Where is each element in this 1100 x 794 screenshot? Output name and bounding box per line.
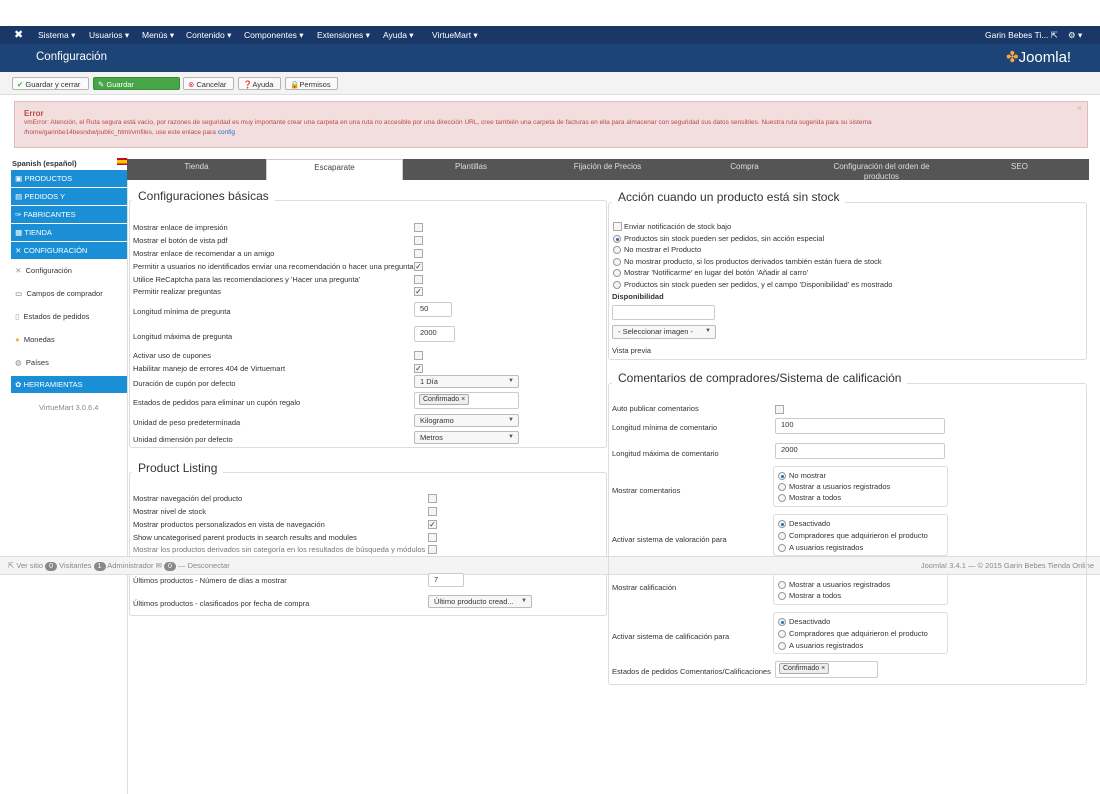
chevron-down-icon: ▾ [1078,30,1083,40]
valuation-radio[interactable] [778,532,786,540]
check-label: Mostrar los productos derivados sin categoría en los resultados de búsqueda y módulos [133,545,426,554]
recaptcha-checkbox[interactable] [414,275,423,284]
stock-option-radio[interactable] [613,269,621,277]
check-label: Mostrar enlace de recomendar a un amigo [133,249,275,258]
sidebar-item-configuracion[interactable]: ✕ Configuración [15,266,72,275]
show-rating-group [773,574,948,605]
last-sort-select[interactable]: Último producto cread... ▼ [428,595,532,608]
alert-path: /home/garinbe14besndw/public_html/vmfiles, use este enlace para [24,129,216,136]
toolbar [0,72,1100,95]
admin-label: Administrador [107,561,154,570]
check-label: Mostrar el botón de vista pdf [133,236,228,245]
check-label: Habilitar manejo de errores 404 de Virtuemart [133,364,286,373]
permissions-button[interactable]: 🔒Permisos [285,77,338,90]
sidebar-group-pedidos[interactable]: ▤ PEDIDOS Y [11,188,127,205]
check-label: Mostrar enlace de impresión [133,223,228,232]
check-label: Activar uso de cupones [133,351,211,360]
last-days-input[interactable]: 7 [428,573,464,587]
page-title: Configuración [36,51,107,63]
tab-seo[interactable]: SEO [950,159,1089,180]
user-name: Garin Bebes Ti... [985,30,1049,40]
version-label: VirtueMart 3.0.6.4 [39,403,99,412]
show-reviews-option: Mostrar a usuarios registrados [789,482,891,491]
availability-input[interactable] [612,305,715,320]
gift-coupon-states-field[interactable] [414,392,519,409]
dimension-unit-label: Unidad dimensión por defecto [133,435,233,444]
child-products-checkbox[interactable] [428,545,437,554]
external-link-icon: ⇱ [8,561,15,570]
close-icon[interactable]: × [1076,103,1082,113]
gear-icon: ✿ [15,380,22,389]
review-states-label: Estados de pedidos Comentarios/Calificaciones [612,667,771,676]
messages-count-badge: 0 [164,562,176,571]
rating-system-option: A usuarios registrados [789,641,864,650]
print-link-checkbox[interactable] [414,223,423,232]
save-button[interactable]: ✎ Guardar [93,77,180,90]
wrench-icon: ✑ [15,210,22,219]
basic-config-title: Configuraciones básicas [132,189,275,203]
check-label: Utilice ReCaptcha para las recomendaciones y 'Hacer una pregunta' [133,275,361,284]
joomla-flower-icon: ✤ [1006,49,1019,66]
box-icon: ▣ [15,174,23,183]
stock-option-label: Mostrar 'Notificarme' en lugar del botón 'Añadir al carro' [624,268,809,277]
envelope-icon: ✉ [155,561,162,570]
min-review-label: Longitud mínima de comentario [612,423,718,432]
min-question-input[interactable]: 50 [414,302,452,317]
stock-option-radio[interactable] [613,235,621,243]
errors-404-checkbox[interactable]: ✓ [415,364,422,373]
check-label: Permitir realizar preguntas [133,287,221,296]
check-icon: ✔ [17,80,24,89]
recommend-checkbox[interactable] [414,249,423,258]
visitors-label: Visitantes [59,561,92,570]
show-rating-option: Mostrar a todos [789,591,842,600]
rating-system-radio[interactable] [778,618,786,626]
show-rating-label: Mostrar calificación [612,583,677,592]
form-icon: ▭ [15,289,23,298]
stock-option-radio[interactable] [613,281,621,289]
coupon-duration-label: Duración de cupón por defecto [133,379,236,388]
anon-recommend-checkbox[interactable]: ✓ [415,262,422,271]
stock-option-label: No mostrar producto, si los productos derivados también están fuera de stock [624,257,882,266]
menu-usuarios[interactable]: Usuarios ▾ [89,30,130,40]
admin-menubar [0,26,1100,44]
auto-publish-checkbox[interactable] [775,405,784,414]
cancel-button[interactable]: ⊗ Cancelar [183,77,234,90]
image-select[interactable]: - Seleccionar imagen - ▼ [612,325,716,339]
spain-flag-icon [117,158,127,165]
valuation-radio[interactable] [778,520,786,528]
preview-label: Vista previa [612,346,652,355]
title-bar [0,44,1100,72]
settings-menu[interactable] [1068,30,1082,41]
tools-icon: ✕ [15,266,22,275]
sidebar-item-estados[interactable]: ▯ Estados de pedidos [15,312,90,321]
valuation-option: Desactivado [789,519,831,528]
availability-label: Disponibilidad [612,292,664,301]
menu-extensiones[interactable]: Extensiones ▾ [317,30,370,40]
custom-products-checkbox[interactable]: ✓ [429,520,436,529]
chevron-down-icon: ▼ [508,378,514,384]
joomla-logo-icon[interactable]: ✖ [14,29,24,41]
tools-icon: ✕ [15,246,22,255]
auto-publish-label: Auto publicar comentarios [612,404,699,413]
rating-system-option: Desactivado [789,617,831,626]
low-stock-notify-checkbox[interactable] [613,222,622,231]
admin-count-badge: 1 [94,562,106,571]
show-rating-radio[interactable] [778,581,786,589]
show-reviews-label: Mostrar comentarios [612,486,681,495]
sidebar-group-productos[interactable]: ▣ PRODUCTOS [11,170,127,187]
config-link[interactable]: config [217,129,236,136]
show-reviews-radio[interactable] [778,494,786,502]
rating-system-option: Compradores que adquirieron el producto [789,629,928,638]
language-label: Spanish (español) [12,159,77,168]
show-rating-option: Mostrar a usuarios registrados [789,580,891,589]
external-link-icon: ⇱ [1050,30,1058,40]
tab-escaparate[interactable]: Escaparate [266,159,403,180]
rating-system-label: Activar sistema de calificación para [612,632,730,641]
show-reviews-radio[interactable] [778,483,786,491]
tab-orden-productos[interactable]: Configuración del orden de productos [813,159,950,180]
review-states-field[interactable] [775,661,878,678]
tab-compra[interactable]: Compra [676,159,813,180]
check-label: Show uncategorised parent products in search results and modules [133,533,357,542]
weight-unit-select[interactable]: Kilogramo ▼ [414,414,519,427]
valuation-radio[interactable] [778,544,786,552]
last-sort-label: Últimos productos - clasificados por fecha de compra [133,599,310,608]
check-label: Mostrar productos personalizados en vista de navegación [133,520,325,529]
show-reviews-option: Mostrar a todos [789,493,842,502]
questions-checkbox[interactable]: ✓ [415,287,422,296]
gift-coupon-label: Estados de pedidos para eliminar un cupón regalo [133,398,301,407]
visitors-count-badge: 0 [45,562,57,571]
logout-link[interactable]: Desconectar [187,561,230,570]
check-label: Permitir a usuarios no identificados enviar una recomendación o hacer una pregunta [133,262,414,271]
joomla-brand-logo: ✤Joomla! [1006,49,1072,66]
document-icon: ▯ [15,312,20,321]
minus-icon: — [178,561,186,570]
valuation-option: Compradores que adquirieron el producto [789,531,928,540]
sidebar-item-campos[interactable]: ▭ Campos de comprador [15,289,103,298]
show-reviews-radio[interactable] [778,472,786,480]
sidebar-group-configuracion[interactable]: ✕ CONFIGURACIÓN [11,242,127,259]
valuation-option: A usuarios registrados [789,543,864,552]
last-days-label: Últimos productos - Número de días a mostrar [133,576,287,585]
stock-option-radio[interactable] [613,258,621,266]
sidebar-item-paises[interactable]: ◍ Países [15,358,49,367]
weight-unit-label: Unidad de peso predeterminada [133,418,241,427]
valuation-label: Activar sistema de valoración para [612,535,727,544]
min-question-label: Longitud mínima de pregunta [133,307,231,316]
error-alert [14,101,1088,148]
stock-level-checkbox[interactable] [428,507,437,516]
view-site-link[interactable]: Ver sitio [16,561,44,570]
shop-icon: ▦ [15,228,23,237]
max-question-input[interactable]: 2000 [414,326,455,342]
stock-option-radio[interactable] [613,246,621,254]
product-nav-checkbox[interactable] [428,494,437,503]
menu-sistema[interactable]: Sistema ▾ [38,30,76,40]
max-review-label: Longitud máxima de comentario [612,449,719,458]
question-icon: ❓ [243,80,253,89]
stock-action-title: Acción cuando un producto está sin stock [612,190,845,204]
reviews-title: Comentarios de compradores/Sistema de calificación [612,371,907,385]
menu-contenido[interactable]: Contenido ▾ [186,30,232,40]
state-tag[interactable]: Confirmado × [419,394,469,405]
max-review-input[interactable]: 2000 [775,443,945,459]
user-menu[interactable] [985,30,1058,41]
min-review-input[interactable]: 100 [775,418,945,434]
rating-system-radio[interactable] [778,630,786,638]
menu-menus[interactable]: Menús ▾ [142,30,175,40]
max-question-label: Longitud máxima de pregunta [133,332,233,341]
pdf-button-checkbox[interactable] [414,236,423,245]
check-label: Mostrar navegación del producto [133,494,243,503]
coupon-duration-select[interactable]: 1 Día ▼ [414,375,519,388]
uncategorised-parents-checkbox[interactable] [428,533,437,542]
lock-icon: 🔒 [290,80,300,89]
save-close-button[interactable]: ✔ Guardar y cerrar [12,77,89,90]
coupons-checkbox[interactable] [414,351,423,360]
sidebar-group-fabricantes[interactable]: ✑ FABRICANTES [11,206,127,223]
edit-icon: ✎ [98,80,105,89]
stock-option-label: No mostrar el Producto [624,245,702,254]
tab-precios[interactable]: Fijación de Precios [539,159,676,180]
show-reviews-option: No mostrar [789,471,827,480]
orders-icon: ▤ [15,192,23,201]
footer-copyright: Joomla! 3.4.1 — © 2015 Garin Bebes Tienda Online [920,561,1094,570]
tab-plantillas[interactable]: Plantillas [403,159,539,180]
chevron-down-icon: ▼ [508,434,514,440]
cancel-icon: ⊗ [188,80,195,89]
gear-icon: ⚙ [1068,30,1076,40]
chevron-down-icon: ▼ [521,598,527,604]
menu-ayuda[interactable]: Ayuda ▾ [383,30,414,40]
check-label: Mostrar nivel de stock [133,507,206,516]
help-button[interactable]: ❓Ayuda [238,77,281,90]
product-listing-title: Product Listing [132,461,223,475]
state-tag[interactable]: Confirmado × [779,663,829,674]
sidebar-item-monedas[interactable]: ● Monedas [15,335,55,344]
dimension-unit-select[interactable]: Metros ▼ [414,431,519,444]
chevron-down-icon: ▼ [705,328,711,334]
alert-heading: Error [24,109,44,118]
alert-message: vmError: Atención, el Ruta segura está vacío, por razones de seguridad es muy importante crear una carpeta en una ruta no accesible por una dirección URL, cree también una carpeta de facturas en ella para almacenar con seguridad sus datos sensibles. Nuestra ruta sugerida para su sistema [24,119,872,126]
chevron-down-icon: ▼ [508,417,514,423]
globe-icon: ◍ [15,358,22,367]
rating-system-radio[interactable] [778,642,786,650]
stock-option-label: Productos sin stock pueden ser pedidos, y el campo 'Disponibilidad' es mostrado [624,280,893,289]
menu-virtuemart[interactable]: VirtueMart ▾ [432,30,478,40]
coins-icon: ● [15,335,20,344]
menu-componentes[interactable]: Componentes ▾ [244,30,304,40]
show-rating-radio[interactable] [778,592,786,600]
low-stock-notify-label: Enviar notificación de stock bajo [624,222,732,231]
sidebar-group-herramientas[interactable]: ✿ HERRAMIENTAS [11,376,127,393]
sidebar-group-tienda[interactable]: ▦ TIENDA [11,224,127,241]
tab-tienda[interactable]: Tienda [127,159,266,180]
stock-option-label: Productos sin stock pueden ser pedidos, sin acción especial [624,234,825,243]
